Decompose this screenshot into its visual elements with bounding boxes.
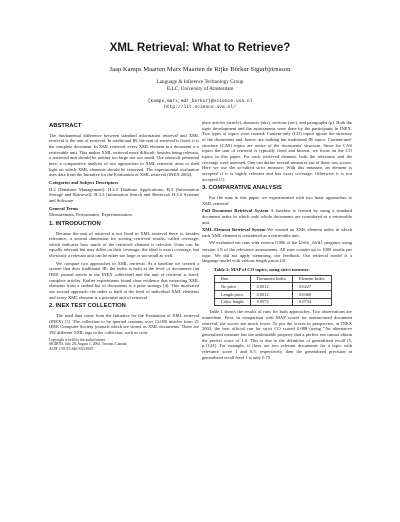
table-row xyxy=(215,291,332,299)
website-url: http://lit.science.uva.nl/ xyxy=(164,104,236,110)
table-cell: 0.0512 xyxy=(250,291,292,299)
table-cell: Length prior xyxy=(215,291,251,299)
affiliation-group: Language & Inference Technology Group xyxy=(156,79,244,85)
definition-xml-element xyxy=(202,227,352,238)
section-1-paragraph-2: We compare two approaches to XML retrieval. As a baseline we created a system that does traditional IR: the index is built at the level of documents (an IEEE journal article in the INEX collection) and the unit of retrieval is fixed: complete articles. Earlier experiments found clear evidence that extracting XML elements from a ranked list of documents is a poor strategy [4]. This motivated our second approach: the index is built at the level of individual XML elements and every XML element is a potential unit of retrieval. xyxy=(49,260,199,300)
section-3-intro: For the runs in this paper, we experimented with two basic approaches to XML retrieval: xyxy=(202,194,352,206)
section-2-paragraph-1: The used data come from the Initiative for the Evaluation of XML retrieval (INEX) [1]. The collection to be queried contains over 12,000 articles from 21 IEEE Computer Society journals which are stored as XML documents. There are 192 different XML tags in the collection, such as com- xyxy=(49,313,199,335)
author-list: Jaap Kamps Maarten Marx Maarten de Rijke Börkur Sigurbjörnsson xyxy=(109,66,291,73)
copyright-notice xyxy=(49,338,199,352)
table-cell: No prior xyxy=(215,283,251,291)
paragraph-text: program, using version 1.8 of the relevance assessments. All runs contain up to 1000 results per topic. We did not apply stemming, nor feedback. Our retrieval model is a language model with various length priors [4]. xyxy=(202,240,353,264)
program-name: inex_eval xyxy=(298,241,324,247)
categories-heading: Categories and Subject Descriptors xyxy=(49,179,119,185)
table-row xyxy=(215,298,332,306)
table-header-cell: Element Index xyxy=(292,275,331,283)
definition-text: We created an XML element index in which each XML element is considered as a retrievable unit. xyxy=(202,227,352,238)
table-row xyxy=(215,283,332,291)
copyright-line: Copyright is held by the author/owner. xyxy=(49,337,106,342)
section-3-paragraph-2 xyxy=(202,240,352,264)
affiliation-university: ILLC, University of Amsterdam xyxy=(166,85,234,92)
abstract-text: The fundamental difference between standard information retrieval and XML retrieval is the unit of retrieval. In traditional IR, the unit of retrieval is fixed: it is the complete document. In XML retrieval, every XML element in a document is a retrievable unit. This makes XML retrieval more difficult: besides being relevant, a retrieved unit should be neither too large nor too small. The research presented here, a comparative analysis of two approaches to XML retrieval, aims to shed light on which XML elements should be retrieved. The experimental evaluation uses data from the Initiative for the Evaluation of XML retrieval (INEX 2002). xyxy=(49,132,199,178)
right-column xyxy=(202,120,352,362)
section-1-paragraph-1: Because the unit of retrieval is not fixed in XML retrieval there is, besides relevance, a second dimension for scoring retrieved results, called coverage, which indicates how much of the retrieved element is relevant. Units can be equally relevant but may differ on their coverage: the ideal is exact coverage, but obviously a relevant unit can be either too large or too small as well. xyxy=(49,230,199,259)
affiliation xyxy=(0,79,400,92)
section-3-paragraph-3: Table 1 shows the results of runs for both approaches. Two observations are immediate. First, in comparison with MAP scores for unstructured document retrieval, the scores are much lower. To put the scores in perspective, at INEX 2002, the best official run for strict CO scored 0.088 (using "An alternative generalized measure has the undesirable property that a perfect run cannot obtain the perfect score of 1.0. This is due to the definition of generalized recall [5, p.1124]. For example, if there are two relevant documents for a topic with relevance score 1 and 0.5, respectively, then the generalized precision at generalized recall level 1 is only 0.75. xyxy=(202,309,352,360)
definition-text: A baseline is formed by using a standard document index in which only whole documents are considered as a retrievable unit. xyxy=(202,208,353,225)
general-terms-text: Measurement, Performance, Experimentation xyxy=(49,212,132,218)
copyright-line: ACM 1-58113-646-3/03/0007. xyxy=(49,346,95,351)
paper-title: XML Retrieval: What to Retrieve? xyxy=(109,42,291,54)
categories-text: H.2 [Database Management]: H.2.3 Database Applications; H.3 [Information Storage and Retrieval]: H.3.3 Information Search and Retrieval; H.3.4 Systems and Software xyxy=(49,186,199,203)
abstract-heading: ABSTRACT xyxy=(49,123,82,129)
table-cell: 0.0734 xyxy=(292,298,331,306)
table-cell: 0.0572 xyxy=(250,298,292,306)
paragraph-text: We evaluated our runs with version 0.006 of the xyxy=(209,240,299,246)
general-terms-heading: General Terms xyxy=(49,205,79,211)
table-cell: 0.0512 xyxy=(250,283,292,291)
definition-term: XML Element Retrieval System xyxy=(202,227,266,233)
table-header-cell: Run xyxy=(215,275,251,283)
table-header-row xyxy=(215,275,332,283)
definition-term: Full Document Retrieval System xyxy=(202,208,269,214)
table-cell: 0.0360 xyxy=(292,291,331,299)
copyright-line: SIGIR'03, July 28–August 1, 2003, Toronto, Canada. xyxy=(49,342,128,347)
section-2-continuation: plete articles (article), abstracts (abs), sections (sec), and paragraphs (p). Both the topic development and the assessments were done by the participants in INEX. Two types of topics were created. Content-only (CO) topics ignore the structure of the documents and, hence, are nothing but traditional IR topics. Content-and-structure (CAS) topics are aware of the documents' structure. Since for CAS topics the unit of retrieval is typically fixed and known, we focus on the CO topics in this paper. For each retrieved element, both the relevance and the coverage were assessed. One can define several measures out of these raw scores. Here we use the so-called strict measure. With this measure, an element is accepted if it is highly relevant and has exact coverage. Otherwise it is not accepted [1]. xyxy=(202,120,352,182)
section-2-heading: 2. INEX TEST COLLECTION xyxy=(49,303,126,310)
table-cell: 0.0227 xyxy=(292,283,331,291)
email-address: {kamps,marx,mdr,borkur}@science.uva.nl xyxy=(147,99,253,104)
table-cell: Cubic length xyxy=(215,298,251,306)
table-caption: Table 1: MAP of CO topics, using strict measure. xyxy=(214,267,310,273)
table-header-cell: Document Index xyxy=(250,275,292,283)
results-table xyxy=(214,275,332,307)
left-column xyxy=(49,120,199,351)
contact-block xyxy=(0,99,400,111)
section-3-heading: 3. COMPARATIVE ANALYSIS xyxy=(202,185,282,192)
definition-full-document xyxy=(202,208,352,225)
section-1-heading: 1. INTRODUCTION xyxy=(49,220,101,227)
